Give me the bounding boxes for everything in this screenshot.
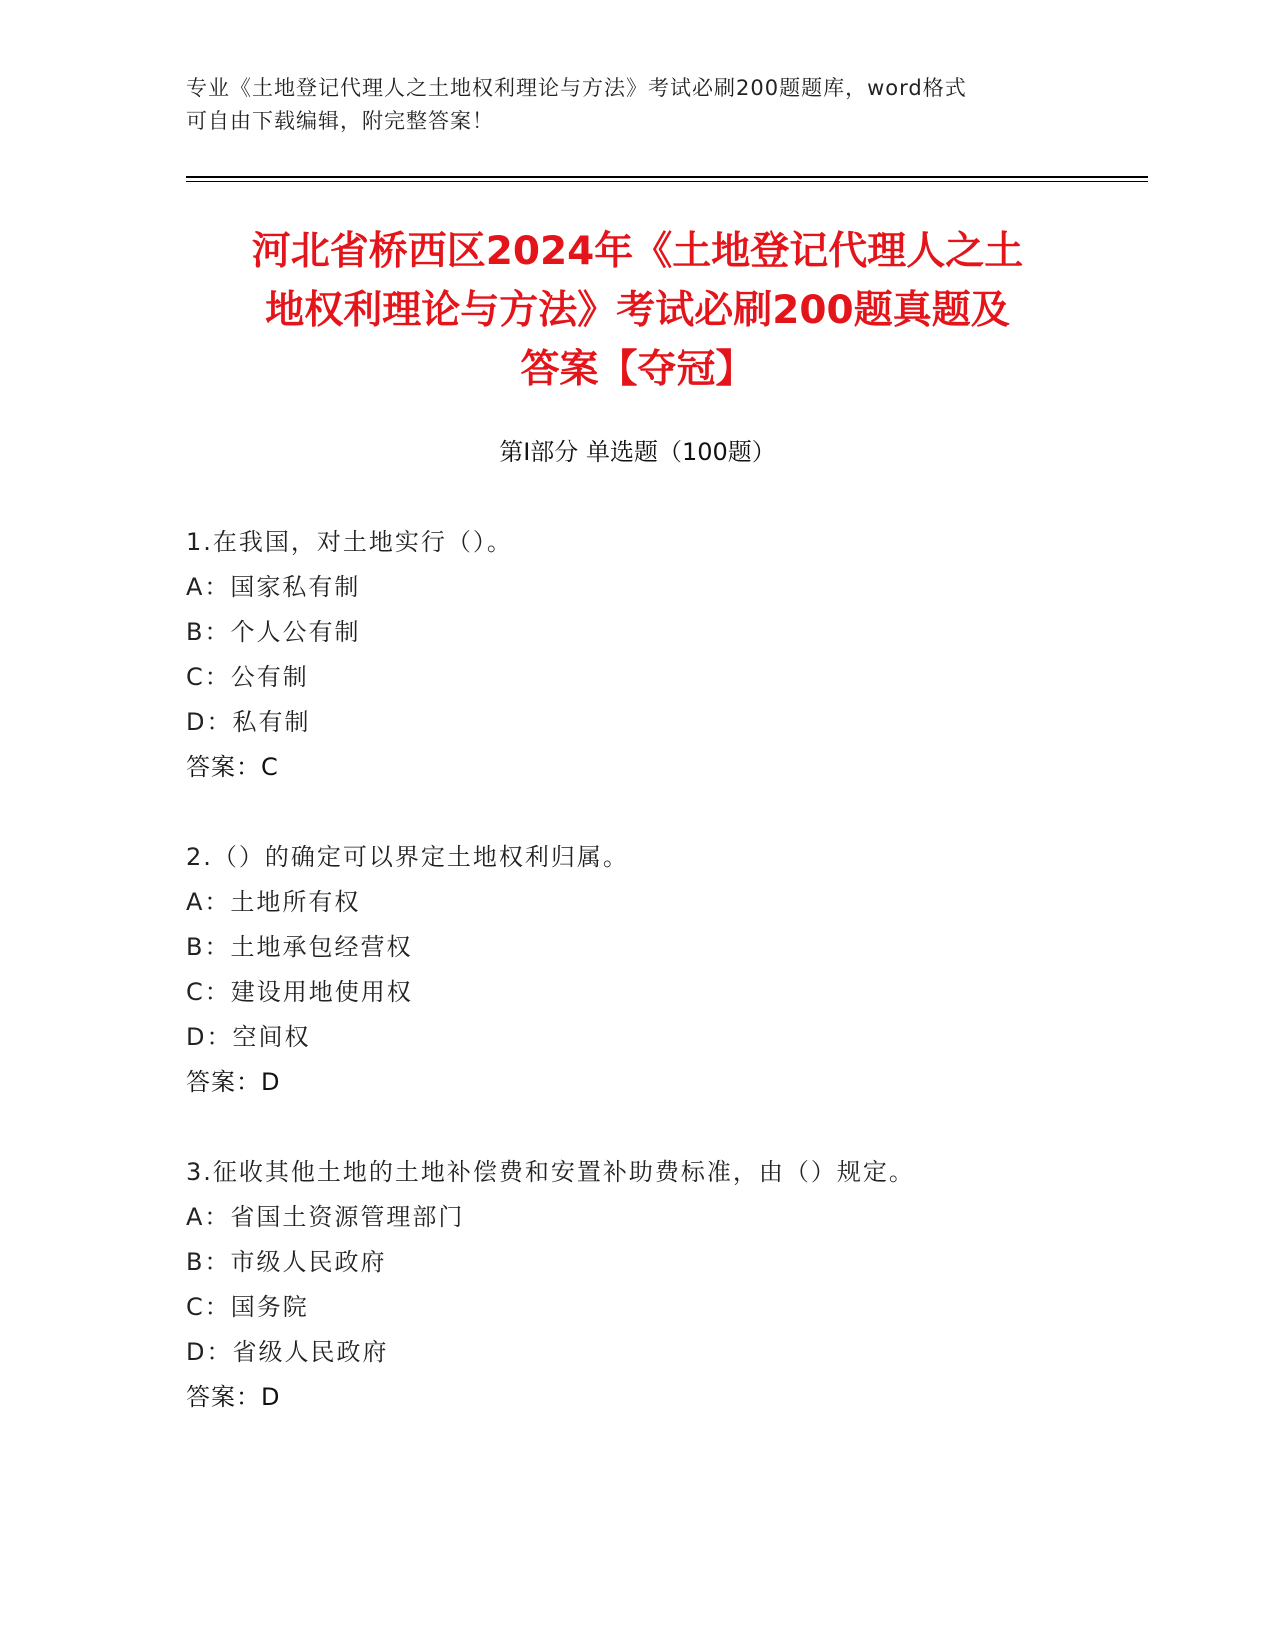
question-list xyxy=(186,520,1146,1465)
answer: 答案：D xyxy=(186,1383,281,1411)
header-note-line-1: 专业《土地登记代理人之土地权利理论与方法》考试必刷200题题库，word格式 xyxy=(186,76,967,100)
option-a: A：土地所有权 xyxy=(186,888,361,916)
question-stem: 2.（）的确定可以界定土地权利归属。 xyxy=(186,843,629,871)
question-item xyxy=(186,835,1146,1105)
document-title xyxy=(160,222,1115,399)
option-b: B：市级人民政府 xyxy=(186,1248,387,1276)
document-title-line-1: 河北省桥西区2024年《土地登记代理人之土 xyxy=(251,229,1024,274)
option-d: D：省级人民政府 xyxy=(186,1338,389,1366)
header-note-line-2: 可自由下载编辑，附完整答案！ xyxy=(186,109,494,133)
option-c: C：国务院 xyxy=(186,1293,309,1321)
answer: 答案：C xyxy=(186,753,279,781)
document-title-line-2: 地权利理论与方法》考试必刷200题真题及 xyxy=(265,288,1010,333)
question-item xyxy=(186,1150,1146,1420)
option-d: D：空间权 xyxy=(186,1023,311,1051)
option-a: A：国家私有制 xyxy=(186,573,361,601)
option-a: A：省国土资源管理部门 xyxy=(186,1203,465,1231)
option-c: C：建设用地使用权 xyxy=(186,978,413,1006)
option-c: C：公有制 xyxy=(186,663,309,691)
header-note xyxy=(186,72,1086,138)
option-b: B：个人公有制 xyxy=(186,618,361,646)
question-stem: 1.在我国，对土地实行（）。 xyxy=(186,528,513,556)
header-divider-thick xyxy=(186,176,1148,178)
question-item xyxy=(186,520,1146,790)
question-stem: 3.征收其他土地的土地补偿费和安置补助费标准，由（）规定。 xyxy=(186,1158,915,1186)
option-d: D：私有制 xyxy=(186,708,311,736)
document-title-line-3: 答案【夺冠】 xyxy=(520,347,755,392)
option-b: B：土地承包经营权 xyxy=(186,933,413,961)
header-divider-thin xyxy=(186,181,1148,182)
answer: 答案：D xyxy=(186,1068,281,1096)
section-title: 第Ⅰ部分 单选题（100题） xyxy=(499,438,776,466)
